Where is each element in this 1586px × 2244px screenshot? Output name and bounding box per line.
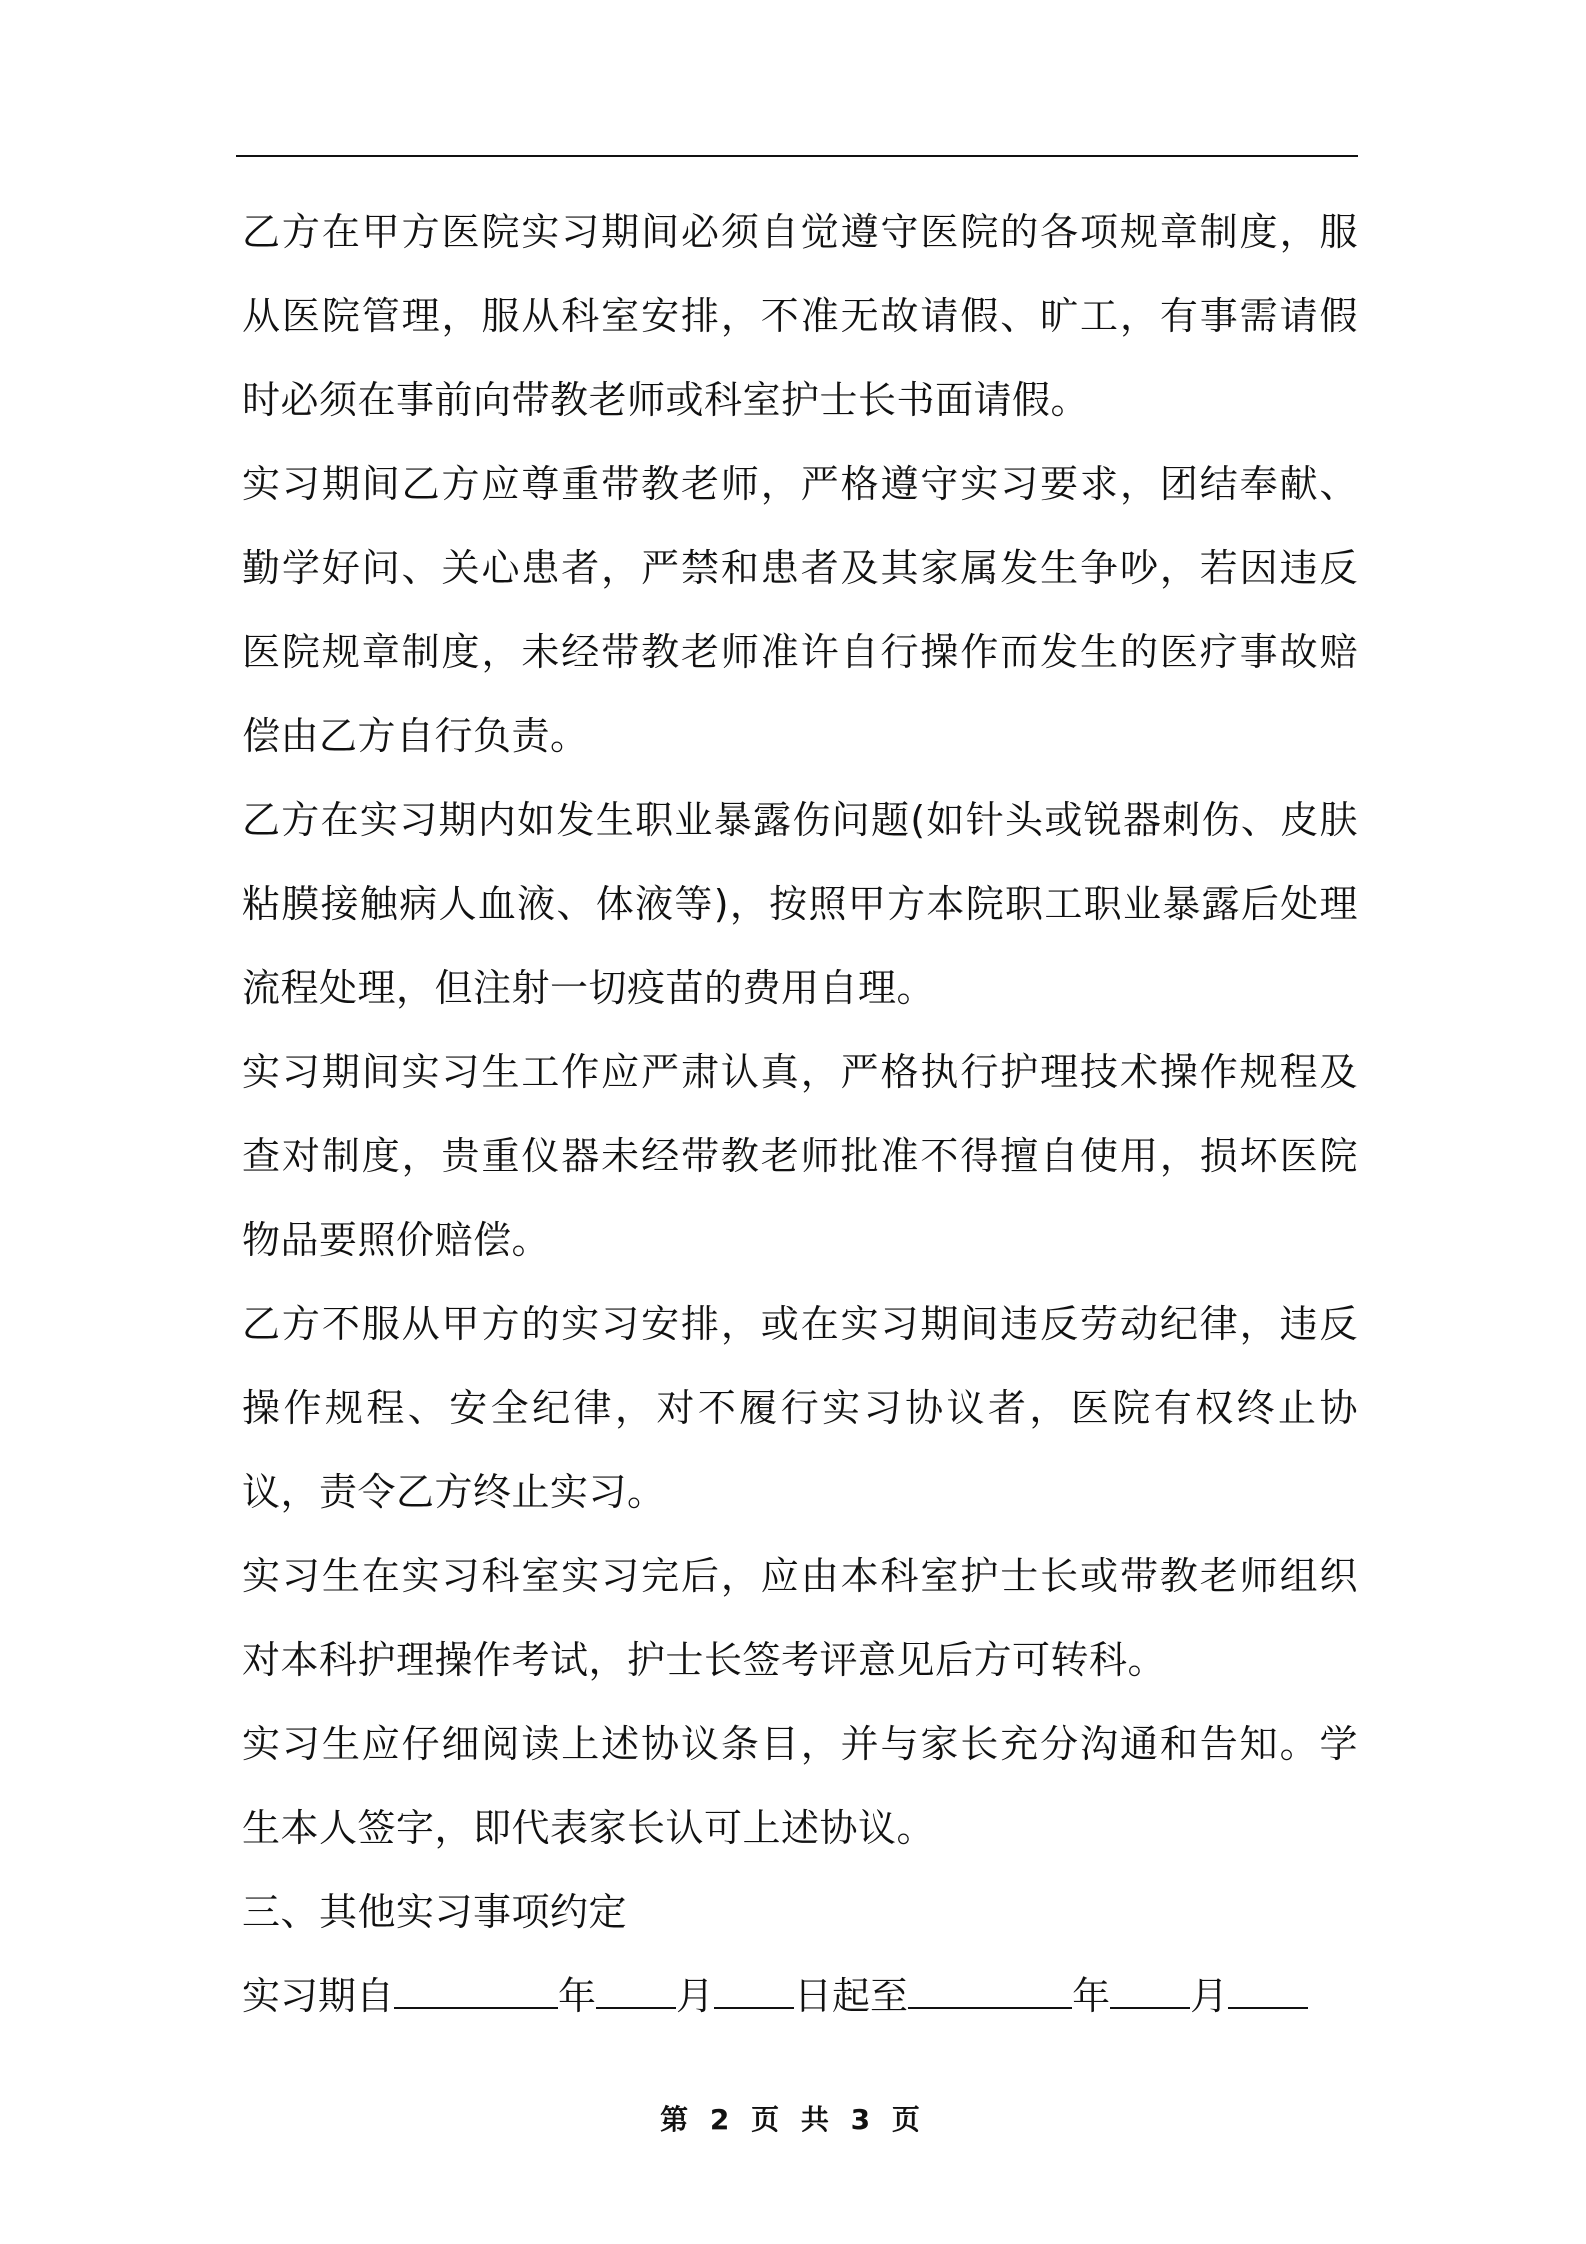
year-label: 年 [558, 1974, 597, 2018]
header-rule [236, 155, 1358, 157]
paragraph: 乙方在甲方医院实习期间必须自觉遵守医院的各项规章制度，服从医院管理，服从科室安排，不准无故请假、旷工，有事需请假时必须在事前向带教老师或科室护士长书面请假。 [242, 210, 1358, 422]
month-label: 月 [676, 1974, 715, 2018]
page-number-footer: 第 2 页 共 3 页 [660, 2103, 926, 2136]
month-label: 月 [1190, 1974, 1229, 2018]
month-blank [596, 1977, 676, 2009]
year-blank [394, 1977, 558, 2009]
year-blank [908, 1977, 1072, 2009]
date-prefix: 实习期自 [242, 1974, 395, 2018]
paragraph: 乙方不服从甲方的实习安排，或在实习期间违反劳动纪律，违反操作规程、安全纪律，对不履行实习协议者，医院有权终止协议，责令乙方终止实习。 [242, 1302, 1358, 1514]
day-to-label: 日起至 [794, 1974, 909, 2018]
paragraph: 乙方在实习期内如发生职业暴露伤问题(如针头或锐器刺伤、皮肤粘膜接触病人血液、体液等)，按照甲方本院职工职业暴露后处理流程处理，但注射一切疫苗的费用自理。 [242, 798, 1358, 1010]
paragraph: 实习生在实习科室实习完后，应由本科室护士长或带教老师组织对本科护理操作考试，护士长签考评意见后方可转科。 [242, 1554, 1358, 1682]
section-heading: 三、其他实习事项约定 [242, 1890, 628, 1934]
month-blank [1110, 1977, 1190, 2009]
paragraph: 实习期间乙方应尊重带教老师，严格遵守实习要求，团结奉献、勤学好问、关心患者，严禁和患者及其家属发生争吵，若因违反医院规章制度，未经带教老师准许自行操作而发生的医疗事故赔偿由乙方自行负责。 [242, 462, 1358, 758]
document-body [242, 190, 1358, 2038]
year-label: 年 [1072, 1974, 1111, 2018]
day-blank [714, 1977, 794, 2009]
trailing-blank [1228, 1977, 1308, 2009]
paragraph: 实习生应仔细阅读上述协议条目，并与家长充分沟通和告知。学生本人签字，即代表家长认可上述协议。 [242, 1722, 1358, 1850]
internship-period-line [242, 1954, 1358, 2038]
paragraph: 实习期间实习生工作应严肃认真，严格执行护理技术操作规程及查对制度，贵重仪器未经带教老师批准不得擅自使用，损坏医院物品要照价赔偿。 [242, 1050, 1358, 1262]
